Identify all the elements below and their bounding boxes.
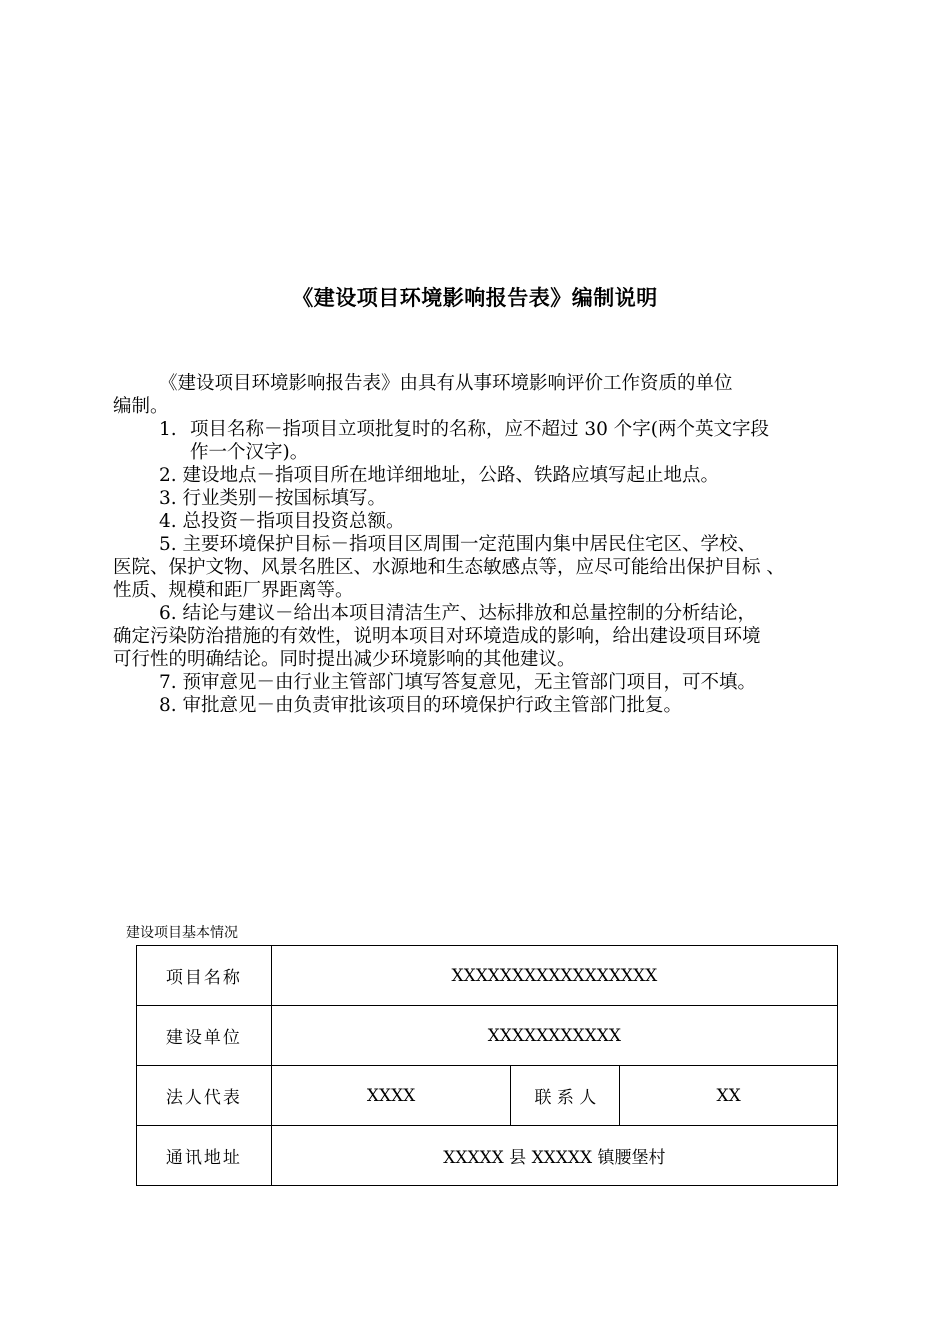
list-item-5: 5. 主要环境保护目标－指项目区周围一定范围内集中居民住宅区、学校、	[159, 534, 757, 555]
list-item-7: 7. 预审意见－由行业主管部门填写答复意见，无主管部门项目，可不填。	[159, 672, 757, 693]
table-row	[137, 1006, 838, 1066]
list-item-6: 6. 结论与建议－给出本项目清洁生产、达标排放和总量控制的分析结论，	[159, 603, 757, 624]
project-info-table	[136, 945, 838, 1186]
legal-rep-value: XXXX	[271, 1066, 511, 1126]
construction-unit-value: XXXXXXXXXXX	[271, 1006, 837, 1066]
list-item-3: 3. 行业类别－按国标填写。	[159, 488, 387, 509]
list-item-1	[113, 418, 865, 464]
project-name-value: XXXXXXXXXXXXXXXXX	[271, 946, 837, 1006]
instructions-body	[113, 372, 865, 717]
list-item-2: 2. 建设地点－指项目所在地详细地址，公路、铁路应填写起止地点。	[159, 465, 720, 486]
list-item-1-text: 项目名称－指项目立项批复时的名称，应不超过 30 个字(两个英文字段	[190, 419, 770, 440]
list-item-6-cont-2: 可行性的明确结论。同时提出减少环境影响的其他建议。	[113, 649, 576, 670]
address-value: XXXXX 县 XXXXX 镇腰堡村	[271, 1126, 837, 1186]
legal-rep-label: 法人代表	[137, 1066, 272, 1126]
list-item-1-number: 1.	[159, 419, 177, 440]
list-item-4: 4. 总投资－指项目投资总额。	[159, 511, 405, 532]
contact-value: XX	[620, 1066, 838, 1126]
page-title: 《建设项目环境影响报告表》编制说明	[292, 285, 658, 310]
project-name-label: 项目名称	[137, 946, 272, 1006]
list-item-6-cont-1: 确定污染防治措施的有效性，说明本项目对环境造成的影响，给出建设项目环境	[113, 626, 761, 647]
address-label: 通讯地址	[137, 1126, 272, 1186]
list-item-5-cont-2: 性质、规模和距厂界距离等。	[113, 580, 354, 601]
table-row	[137, 1066, 838, 1126]
construction-unit-label: 建设单位	[137, 1006, 272, 1066]
table-row	[137, 1126, 838, 1186]
list-item-8: 8. 审批意见－由负责审批该项目的环境保护行政主管部门批复。	[159, 695, 683, 716]
intro-line-1: 《建设项目环境影响报告表》由具有从事环境影响评价工作资质的单位	[159, 373, 733, 394]
contact-label: 联 系 人	[511, 1066, 620, 1126]
intro-line-2: 编制。	[113, 396, 169, 417]
list-item-5-cont-1: 医院、保护文物、风景名胜区、水源地和生态敏感点等，应尽可能给出保护目标 、	[113, 557, 785, 578]
table-row	[137, 946, 838, 1006]
table-caption: 建设项目基本情况	[126, 925, 238, 941]
list-item-1-cont: 作一个汉字)。	[190, 442, 309, 463]
